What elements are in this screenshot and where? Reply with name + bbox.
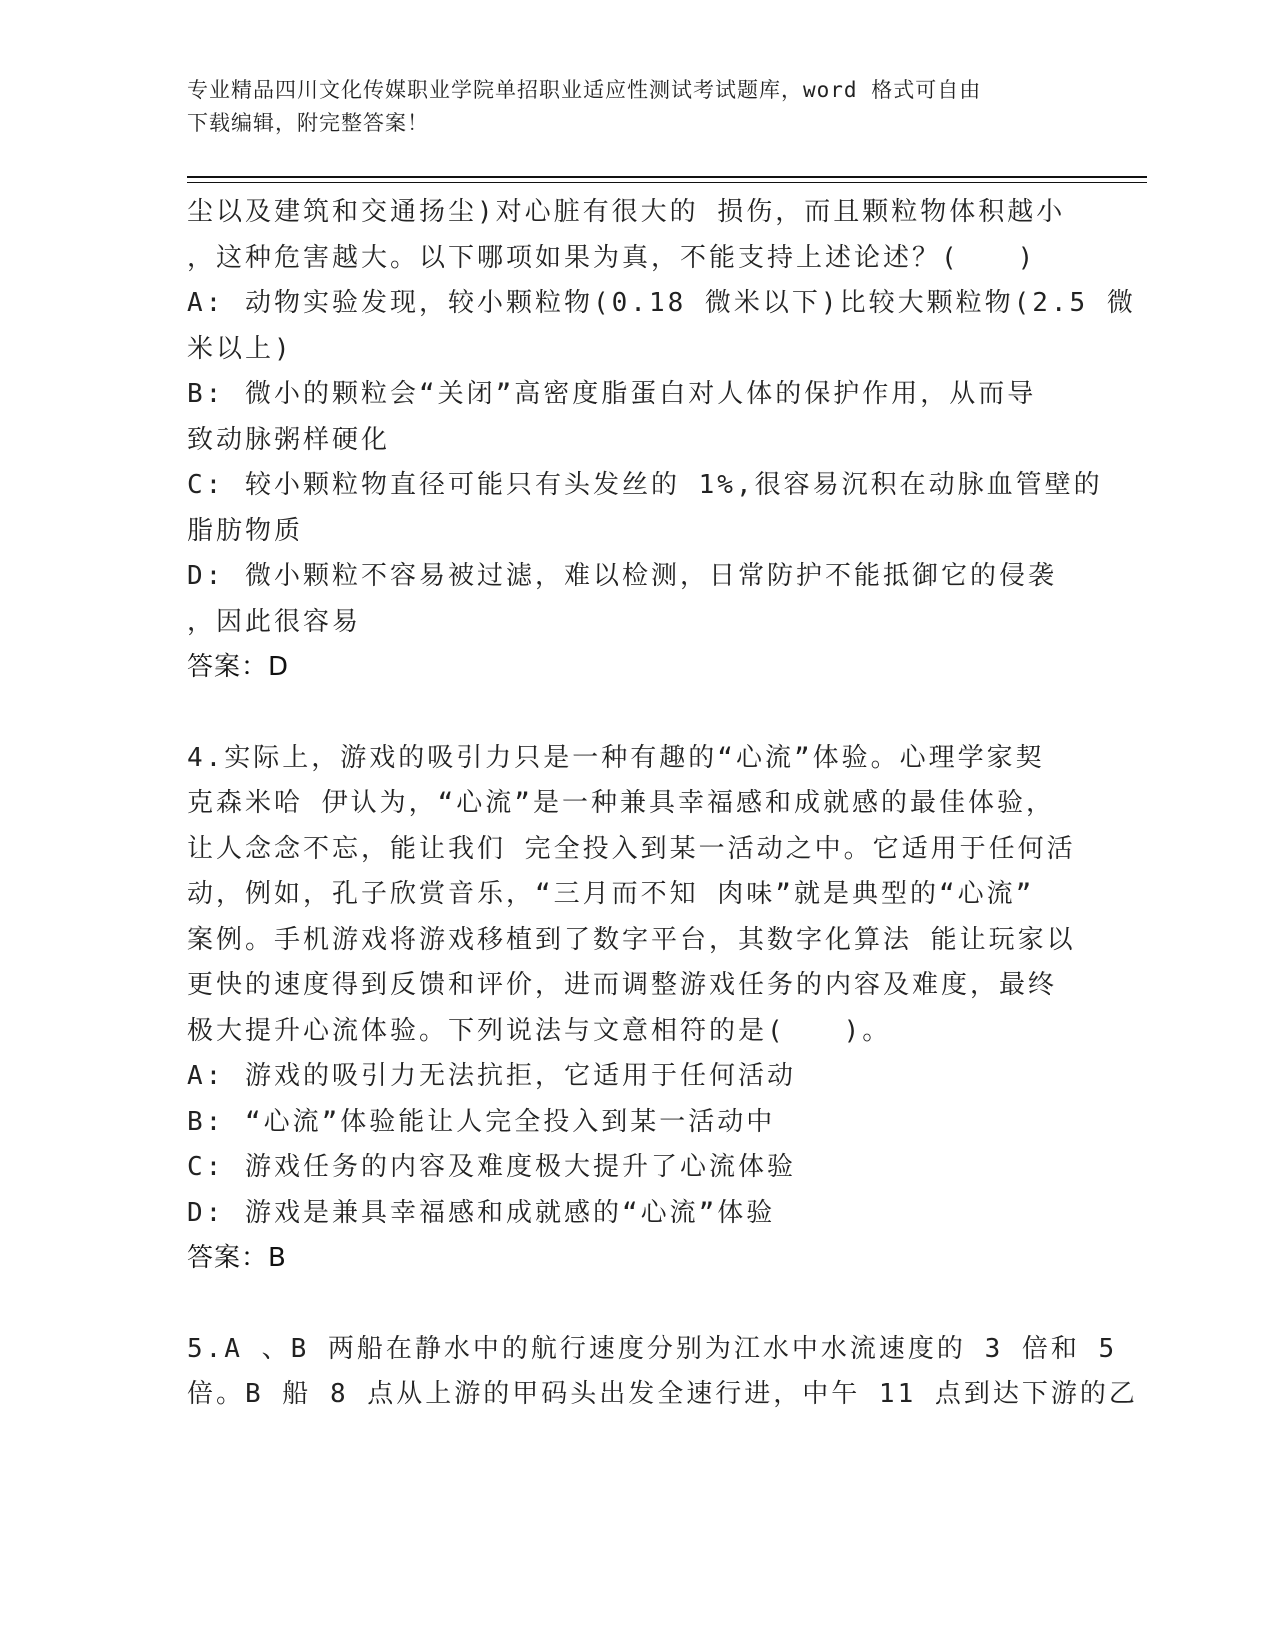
question-4-option-b (187, 1100, 1087, 1146)
question-3-option-a (187, 281, 1136, 372)
question-spacer (187, 691, 1087, 736)
option-text: “心流”体验能让人完全投入到某一活动中 (245, 1106, 776, 1137)
question-4-option-c (187, 1145, 1087, 1191)
question-3-stem-line: 尘以及建筑和交通扬尘)对心脏有很大的 损伤，而且颗粒物体积越小 (187, 197, 1066, 227)
question-5-stem-line: 倍。B 船 8 点从上游的甲码头出发全速行进，中午 11 点到达下游的乙 (187, 1379, 1138, 1409)
option-letter: D: (187, 561, 225, 591)
question-4-stem-line: 案例。手机游戏将游戏移植到了数字平台，其数字化算法 能让玩家以 (187, 924, 1076, 955)
option-text: 游戏是兼具幸福感和成就感的“心流”体验 (245, 1197, 776, 1228)
question-3 (187, 190, 1136, 691)
question-4-option-a (187, 1054, 1087, 1100)
question-4 (187, 736, 1087, 1282)
option-letter: B: (187, 379, 225, 409)
question-3-option-d (187, 554, 1087, 645)
option-text: 微小的颗粒会“关闭”高密度脂蛋白对人体的保护作用，从而导 (245, 379, 1037, 409)
option-letter: A: (187, 1061, 225, 1091)
document-header (187, 74, 1067, 140)
option-letter: B: (187, 1106, 225, 1137)
header-divider-thick (187, 176, 1147, 178)
question-3-option-b (187, 372, 1087, 463)
header-line-2: 下载编辑，附完整答案！ (187, 111, 429, 135)
question-4-stem-line: 极大提升心流体验。下列说法与文意相符的是( )。 (187, 1015, 892, 1046)
option-letter: A: (187, 288, 225, 318)
header-line-1: 专业精品四川文化传媒职业学院单招职业适应性测试考试题库，word 格式可自由 (187, 78, 982, 102)
question-4-stem-line: 更快的速度得到反馈和评价，进而调整游戏任务的内容及难度，最终 (187, 970, 1058, 1000)
question-4-stem-line: 动，例如，孔子欣赏音乐，“三月而不知 肉味”就是典型的“心流” (187, 879, 1035, 909)
option-text: 动物实验发现，较小颗粒物(0.18 微米以下)比较大颗粒物(2.5 微 (245, 288, 1136, 318)
question-4-stem-line: 让人念念不忘，能让我们 完全投入到某一活动之中。它适用于任何活 (187, 833, 1076, 864)
option-letter: D: (187, 1197, 225, 1228)
option-text: 游戏任务的内容及难度极大提升了心流体验 (245, 1152, 797, 1182)
question-3-stem-line: ，这种危害越大。以下哪项如果为真，不能支持上述论述？( ) (187, 242, 1037, 273)
header-divider-thin (187, 182, 1147, 183)
question-4-option-d (187, 1191, 1087, 1237)
document-body (187, 190, 1138, 1418)
option-text-continued: 脂肪物质 (187, 515, 304, 546)
option-text-continued: 致动脉粥样硬化 (187, 424, 391, 455)
question-4-stem-line: 克森米哈 伊认为，“心流”是一种兼具幸福感和成就感的最佳体验， (187, 788, 1055, 818)
question-4-stem-line: 4.实际上，游戏的吸引力只是一种有趣的“心流”体验。心理学家契 (187, 742, 1045, 773)
question-4-answer: 答案：B (187, 1243, 287, 1273)
option-letter: C: (187, 1152, 225, 1182)
option-text-continued: ，因此很容易 (187, 606, 362, 637)
question-3-option-c (187, 463, 1103, 554)
option-text-continued: 米以上) (187, 333, 293, 364)
option-letter: C: (187, 470, 225, 500)
question-5-stem-line: 5.A 、B 两船在静水中的航行速度分别为江水中水流速度的 3 倍和 5 (187, 1333, 1118, 1364)
question-spacer (187, 1282, 1087, 1327)
option-text: 较小颗粒物直径可能只有头发丝的 1%,很容易沉积在动脉血管壁的 (245, 470, 1103, 500)
question-5 (187, 1327, 1138, 1418)
option-text: 微小颗粒不容易被过滤，难以检测，日常防护不能抵御它的侵袭 (245, 561, 1058, 591)
option-text: 游戏的吸引力无法抗拒，它适用于任何活动 (245, 1061, 797, 1091)
question-3-answer: 答案：D (187, 652, 290, 682)
